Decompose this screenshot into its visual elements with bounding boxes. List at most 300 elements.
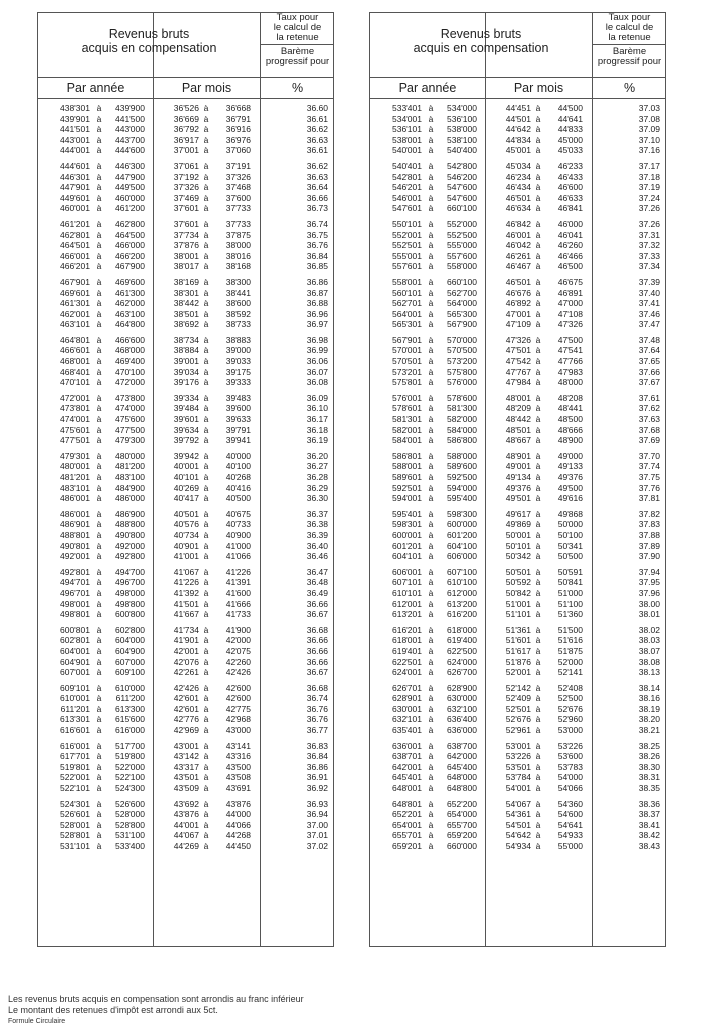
range-connector: à xyxy=(535,298,541,309)
table-row xyxy=(38,783,333,794)
monthly-from: 48'501 xyxy=(505,424,531,435)
monthly-to: 44'000 xyxy=(225,809,251,820)
monthly-to: 54'600 xyxy=(557,809,583,820)
monthly-to: 44'641 xyxy=(557,113,583,124)
monthly-to: 39'941 xyxy=(225,435,251,446)
range-connector: à xyxy=(96,645,102,656)
monthly-to: 51'360 xyxy=(557,609,583,620)
range-connector: à xyxy=(96,841,102,851)
table-row xyxy=(38,483,333,494)
rate-percent: 37.02 xyxy=(306,841,328,851)
range-connector: à xyxy=(203,203,209,214)
monthly-to: 54'933 xyxy=(557,830,583,841)
annual-to: 528'800 xyxy=(115,819,145,830)
table-row xyxy=(38,124,333,135)
range-connector: à xyxy=(96,124,102,135)
monthly-from: 41'501 xyxy=(173,598,199,609)
table-row xyxy=(38,683,333,694)
rate-percent: 36.75 xyxy=(306,229,328,240)
rate-percent: 36.28 xyxy=(306,472,328,482)
annual-from: 606'001 xyxy=(392,566,422,577)
annual-from: 592'501 xyxy=(392,482,422,493)
annual-to: 484'900 xyxy=(115,482,145,493)
annual-to: 538'100 xyxy=(447,134,477,145)
annual-to: 498'800 xyxy=(115,598,145,609)
range-connector: à xyxy=(96,667,102,678)
annual-from: 613'301 xyxy=(60,714,90,725)
monthly-to: 43'691 xyxy=(225,783,251,794)
bareme-header-line: progressif pour xyxy=(597,56,662,67)
range-connector: à xyxy=(535,577,541,588)
annual-from: 464'801 xyxy=(60,334,90,345)
range-connector: à xyxy=(428,703,434,714)
annual-to: 466'600 xyxy=(115,334,145,345)
monthly-to: 45'033 xyxy=(557,145,583,156)
range-connector: à xyxy=(428,461,434,472)
annual-from: 540'401 xyxy=(392,160,422,171)
annual-from: 496'701 xyxy=(60,587,90,598)
rate-percent: 36.66 xyxy=(306,192,328,203)
monthly-from: 49'501 xyxy=(505,493,531,504)
row-group xyxy=(38,567,333,620)
monthly-to: 42'260 xyxy=(225,656,251,667)
rate-percent: 38.30 xyxy=(638,761,660,772)
range-connector: à xyxy=(428,830,434,841)
annual-from: 464'501 xyxy=(60,240,90,251)
monthly-to: 41'733 xyxy=(225,609,251,620)
annual-from: 595'401 xyxy=(392,508,422,519)
monthly-from: 40'501 xyxy=(173,508,199,519)
rate-percent: 36.84 xyxy=(306,250,328,261)
annual-to: 636'400 xyxy=(447,714,477,725)
range-connector: à xyxy=(203,414,209,425)
table-row xyxy=(370,393,665,404)
table-row xyxy=(370,541,665,552)
rate-percent: 37.32 xyxy=(638,240,660,251)
annual-to: 494'700 xyxy=(115,566,145,577)
monthly-to: 51'000 xyxy=(557,587,583,598)
monthly-from: 41'001 xyxy=(173,551,199,562)
annual-to: 600'000 xyxy=(447,519,477,530)
monthly-to: 43'141 xyxy=(225,740,251,751)
monthly-from: 37'469 xyxy=(173,192,199,203)
range-connector: à xyxy=(535,783,541,794)
table-row xyxy=(38,230,333,241)
annual-to: 613'300 xyxy=(115,703,145,714)
range-connector: à xyxy=(203,472,209,482)
table-row xyxy=(38,530,333,541)
monthly-to: 37'060 xyxy=(225,145,251,156)
annual-from: 463'101 xyxy=(60,319,90,330)
rate-percent: 36.37 xyxy=(306,508,328,519)
monthly-to: 52'141 xyxy=(557,667,583,678)
table-row xyxy=(370,367,665,378)
monthly-from: 37'876 xyxy=(173,240,199,251)
annual-from: 481'201 xyxy=(60,472,90,482)
monthly-to: 54'641 xyxy=(557,819,583,830)
monthly-from: 49'869 xyxy=(505,519,531,530)
annual-from: 447'901 xyxy=(60,182,90,193)
range-connector: à xyxy=(428,624,434,635)
monthly-from: 52'676 xyxy=(505,714,531,725)
rate-percent: 38.07 xyxy=(638,645,660,656)
annual-to: 636'000 xyxy=(447,725,477,736)
annual-from: 638'701 xyxy=(392,751,422,762)
monthly-to: 49'133 xyxy=(557,461,583,472)
rate-percent: 36.87 xyxy=(306,287,328,298)
annual-from: 616'601 xyxy=(60,725,90,736)
rate-percent: 36.38 xyxy=(306,519,328,530)
annual-from: 542'801 xyxy=(392,171,422,182)
annual-from: 486'001 xyxy=(60,493,90,504)
monthly-from: 40'001 xyxy=(173,461,199,472)
range-connector: à xyxy=(428,609,434,620)
range-connector: à xyxy=(535,635,541,646)
range-connector: à xyxy=(428,366,434,377)
table-row xyxy=(38,161,333,172)
annual-to: 467'900 xyxy=(115,261,145,272)
range-connector: à xyxy=(96,308,102,319)
monthly-to: 45'000 xyxy=(557,134,583,145)
monthly-to: 38'600 xyxy=(225,298,251,309)
annual-from: 632'101 xyxy=(392,714,422,725)
monthly-from: 41'734 xyxy=(173,624,199,635)
monthly-from: 53'784 xyxy=(505,772,531,783)
range-connector: à xyxy=(203,798,209,809)
monthly-from: 54'361 xyxy=(505,809,531,820)
annual-from: 652'201 xyxy=(392,809,422,820)
monthly-from: 44'501 xyxy=(505,113,531,124)
monthly-to: 46'675 xyxy=(557,276,583,287)
table-row xyxy=(38,567,333,578)
rate-percent: 36.67 xyxy=(306,667,328,678)
range-connector: à xyxy=(535,645,541,656)
annual-from: 619'401 xyxy=(392,645,422,656)
monthly-from: 45'034 xyxy=(505,160,531,171)
row-group xyxy=(370,567,665,620)
range-connector: à xyxy=(96,819,102,830)
range-connector: à xyxy=(96,609,102,620)
rate-percent: 38.25 xyxy=(638,740,660,751)
annual-to: 592'500 xyxy=(447,472,477,482)
monthly-to: 53'000 xyxy=(557,725,583,736)
monthly-from: 53'001 xyxy=(505,740,531,751)
monthly-to: 38'168 xyxy=(225,261,251,272)
annual-to: 586'800 xyxy=(447,435,477,446)
rate-percent: 37.03 xyxy=(638,103,660,113)
monthly-to: 43'508 xyxy=(225,772,251,783)
rate-percent: 38.14 xyxy=(638,682,660,693)
annual-to: 443'700 xyxy=(115,134,145,145)
rate-percent: 36.47 xyxy=(306,566,328,577)
monthly-from: 37'192 xyxy=(173,171,199,182)
range-connector: à xyxy=(96,366,102,377)
range-connector: à xyxy=(96,134,102,145)
range-connector: à xyxy=(428,103,434,113)
range-connector: à xyxy=(535,377,541,388)
annual-from: 466'201 xyxy=(60,261,90,272)
table-row xyxy=(370,683,665,694)
monthly-to: 38'441 xyxy=(225,287,251,298)
monthly-to: 41'391 xyxy=(225,577,251,588)
range-connector: à xyxy=(535,218,541,229)
annual-from: 655'701 xyxy=(392,830,422,841)
range-connector: à xyxy=(535,229,541,240)
range-connector: à xyxy=(428,635,434,646)
monthly-from: 37'601 xyxy=(173,218,199,229)
annual-to: 589'600 xyxy=(447,461,477,472)
annual-from: 558'001 xyxy=(392,276,422,287)
annual-to: 600'800 xyxy=(115,609,145,620)
annual-to: 470'100 xyxy=(115,366,145,377)
rate-percent: 37.65 xyxy=(638,356,660,367)
monthly-to: 36'976 xyxy=(225,134,251,145)
range-connector: à xyxy=(428,403,434,414)
column-header-percent: % xyxy=(623,81,636,95)
rate-percent: 37.76 xyxy=(638,482,660,493)
annual-from: 522'001 xyxy=(60,772,90,783)
table-row xyxy=(370,193,665,204)
range-connector: à xyxy=(96,145,102,156)
annual-from: 659'201 xyxy=(392,841,422,851)
range-connector: à xyxy=(203,103,209,113)
rate-percent: 36.66 xyxy=(306,598,328,609)
monthly-from: 46'001 xyxy=(505,229,531,240)
annual-to: 460'000 xyxy=(115,192,145,203)
rate-percent: 36.85 xyxy=(306,261,328,272)
table-body xyxy=(38,103,333,857)
rate-percent: 37.61 xyxy=(638,392,660,403)
table-row xyxy=(38,345,333,356)
annual-to: 601'200 xyxy=(447,529,477,540)
rate-percent: 37.26 xyxy=(638,203,660,214)
annual-to: 462'000 xyxy=(115,298,145,309)
rate-percent: 38.08 xyxy=(638,656,660,667)
range-connector: à xyxy=(428,424,434,435)
table-row xyxy=(370,635,665,646)
table-row xyxy=(38,182,333,193)
monthly-from: 38'501 xyxy=(173,308,199,319)
annual-to: 547'600 xyxy=(447,192,477,203)
rate-table-right xyxy=(369,12,666,947)
table-row xyxy=(370,714,665,725)
monthly-from: 53'226 xyxy=(505,751,531,762)
range-connector: à xyxy=(203,566,209,577)
annual-to: 439'900 xyxy=(115,103,145,113)
annual-to: 564'000 xyxy=(447,298,477,309)
monthly-to: 41'226 xyxy=(225,566,251,577)
monthly-from: 48'667 xyxy=(505,435,531,446)
annual-to: 519'800 xyxy=(115,751,145,762)
table-row xyxy=(38,451,333,462)
annual-to: 624'000 xyxy=(447,656,477,667)
monthly-from: 51'001 xyxy=(505,598,531,609)
monthly-from: 41'067 xyxy=(173,566,199,577)
range-connector: à xyxy=(535,366,541,377)
table-row xyxy=(38,551,333,562)
range-connector: à xyxy=(96,635,102,646)
monthly-from: 36'917 xyxy=(173,134,199,145)
annual-from: 560'101 xyxy=(392,287,422,298)
rate-percent: 37.70 xyxy=(638,450,660,461)
rate-percent: 36.48 xyxy=(306,577,328,588)
rate-percent: 38.20 xyxy=(638,714,660,725)
range-connector: à xyxy=(535,461,541,472)
annual-from: 575'801 xyxy=(392,377,422,388)
range-connector: à xyxy=(203,587,209,598)
annual-from: 494'701 xyxy=(60,577,90,588)
rate-percent: 36.94 xyxy=(306,809,328,820)
monthly-from: 39'634 xyxy=(173,424,199,435)
table-row xyxy=(370,309,665,320)
rate-percent: 36.66 xyxy=(306,635,328,646)
range-connector: à xyxy=(428,682,434,693)
table-row xyxy=(370,741,665,752)
monthly-to: 39'791 xyxy=(225,424,251,435)
table-row xyxy=(38,240,333,251)
rate-percent: 36.97 xyxy=(306,319,328,330)
table-row xyxy=(370,509,665,520)
annual-from: 576'001 xyxy=(392,392,422,403)
annual-to: 531'100 xyxy=(115,830,145,841)
annual-from: 528'801 xyxy=(60,830,90,841)
monthly-from: 47'501 xyxy=(505,345,531,356)
range-connector: à xyxy=(203,645,209,656)
range-connector: à xyxy=(428,809,434,820)
annual-from: 486'001 xyxy=(60,508,90,519)
monthly-to: 53'783 xyxy=(557,761,583,772)
range-connector: à xyxy=(535,472,541,482)
table-row xyxy=(370,799,665,810)
table-row xyxy=(370,261,665,272)
range-connector: à xyxy=(428,160,434,171)
table-row xyxy=(370,377,665,388)
annual-to: 648'800 xyxy=(447,783,477,794)
annual-to: 486'000 xyxy=(115,493,145,504)
range-connector: à xyxy=(203,761,209,772)
monthly-from: 38'442 xyxy=(173,298,199,309)
row-group xyxy=(38,741,333,794)
column-header-year: Par année xyxy=(398,81,457,95)
table-row xyxy=(38,114,333,125)
monthly-to: 36'916 xyxy=(225,124,251,135)
range-connector: à xyxy=(535,740,541,751)
annual-from: 536'101 xyxy=(392,124,422,135)
monthly-to: 41'900 xyxy=(225,624,251,635)
table-row xyxy=(370,725,665,736)
range-connector: à xyxy=(203,182,209,193)
monthly-to: 54'360 xyxy=(557,798,583,809)
monthly-to: 38'000 xyxy=(225,240,251,251)
range-connector: à xyxy=(428,182,434,193)
annual-from: 564'001 xyxy=(392,308,422,319)
table-row xyxy=(370,599,665,610)
range-connector: à xyxy=(428,276,434,287)
range-connector: à xyxy=(535,508,541,519)
annual-from: 635'401 xyxy=(392,725,422,736)
table-row xyxy=(370,345,665,356)
range-connector: à xyxy=(96,218,102,229)
table-row xyxy=(38,577,333,588)
monthly-to: 44'268 xyxy=(225,830,251,841)
table-row xyxy=(38,646,333,657)
range-connector: à xyxy=(96,403,102,414)
annual-from: 562'701 xyxy=(392,298,422,309)
monthly-from: 54'501 xyxy=(505,819,531,830)
table-row xyxy=(370,298,665,309)
monthly-from: 49'376 xyxy=(505,482,531,493)
annual-to: 642'000 xyxy=(447,751,477,762)
monthly-from: 38'884 xyxy=(173,345,199,356)
monthly-from: 54'067 xyxy=(505,798,531,809)
rate-percent: 37.26 xyxy=(638,218,660,229)
annual-to: 469'400 xyxy=(115,356,145,367)
rate-percent: 36.84 xyxy=(306,751,328,762)
range-connector: à xyxy=(203,124,209,135)
table-row xyxy=(38,135,333,146)
row-group xyxy=(370,335,665,388)
range-connector: à xyxy=(428,519,434,530)
monthly-from: 42'076 xyxy=(173,656,199,667)
monthly-to: 43'316 xyxy=(225,751,251,762)
monthly-from: 39'601 xyxy=(173,414,199,425)
rate-header-line: le calcul de xyxy=(273,22,322,33)
annual-to: 607'100 xyxy=(447,566,477,577)
annual-from: 534'001 xyxy=(392,113,422,124)
monthly-to: 39'175 xyxy=(225,366,251,377)
range-connector: à xyxy=(535,182,541,193)
annual-to: 477'500 xyxy=(115,424,145,435)
range-connector: à xyxy=(203,356,209,367)
monthly-from: 42'601 xyxy=(173,703,199,714)
rate-percent: 37.19 xyxy=(638,182,660,193)
monthly-from: 37'326 xyxy=(173,182,199,193)
range-connector: à xyxy=(96,740,102,751)
rate-percent: 36.30 xyxy=(306,493,328,504)
monthly-from: 46'842 xyxy=(505,218,531,229)
annual-to: 610'100 xyxy=(447,577,477,588)
annual-to: 522'000 xyxy=(115,761,145,772)
annual-from: 636'001 xyxy=(392,740,422,751)
table-title-line: Revenus bruts xyxy=(108,27,190,41)
range-connector: à xyxy=(535,598,541,609)
rate-percent: 37.00 xyxy=(306,819,328,830)
annual-from: 439'901 xyxy=(60,113,90,124)
annual-from: 492'001 xyxy=(60,551,90,562)
annual-from: 466'601 xyxy=(60,345,90,356)
table-row xyxy=(370,519,665,530)
monthly-to: 36'668 xyxy=(225,103,251,113)
annual-from: 480'001 xyxy=(60,461,90,472)
monthly-from: 43'501 xyxy=(173,772,199,783)
range-connector: à xyxy=(203,134,209,145)
range-connector: à xyxy=(96,830,102,841)
column-header-year: Par année xyxy=(66,81,125,95)
range-connector: à xyxy=(203,714,209,725)
monthly-from: 46'676 xyxy=(505,287,531,298)
range-connector: à xyxy=(428,714,434,725)
range-connector: à xyxy=(203,519,209,530)
row-group xyxy=(370,683,665,736)
rate-percent: 38.35 xyxy=(638,783,660,794)
rate-percent: 37.10 xyxy=(638,134,660,145)
row-group xyxy=(370,219,665,272)
range-connector: à xyxy=(535,287,541,298)
annual-to: 547'600 xyxy=(447,182,477,193)
monthly-to: 50'841 xyxy=(557,577,583,588)
annual-from: 609'101 xyxy=(60,682,90,693)
range-connector: à xyxy=(428,566,434,577)
